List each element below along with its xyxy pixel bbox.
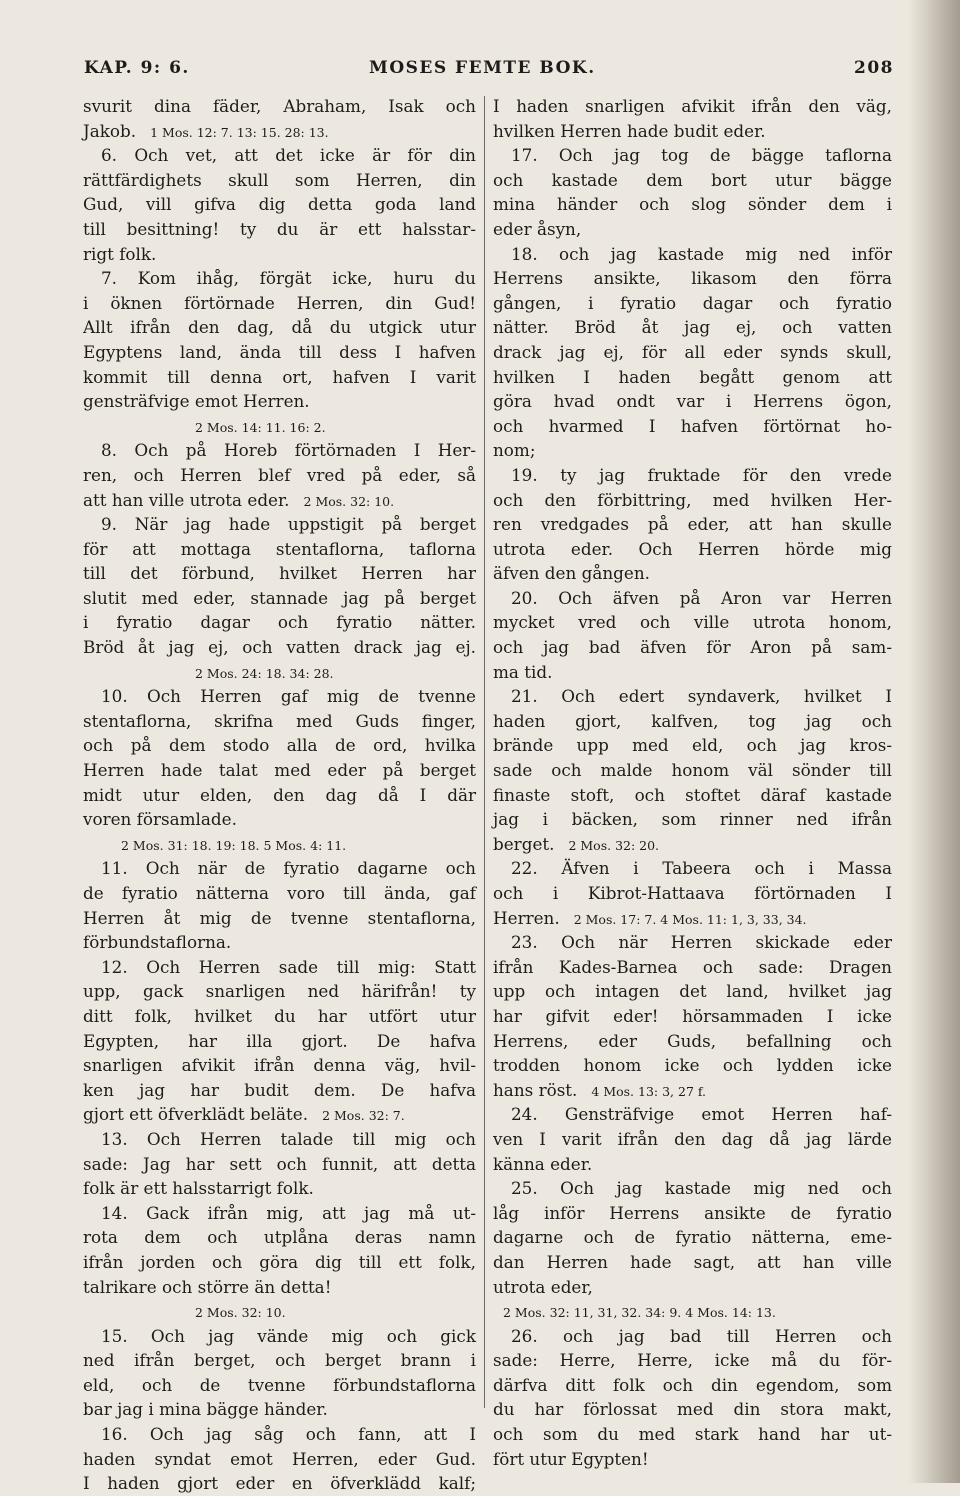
text-line: [83, 512, 476, 537]
line-text: jag i bäcken, som rinner ned ifrån: [493, 809, 892, 830]
text-line: [493, 881, 892, 906]
text-line: [83, 1102, 476, 1127]
text-line: [493, 610, 892, 635]
line-text: rota dem och utplåna deras namn: [83, 1227, 476, 1248]
text-line: [83, 561, 476, 586]
line-text: sade: Herre, Herre, icke må du för-: [493, 1350, 892, 1371]
text-line: [83, 1324, 476, 1349]
text-line: [83, 266, 476, 291]
line-text: fört utur Egypten!: [493, 1448, 649, 1469]
text-line: [493, 192, 892, 217]
text-line: [83, 979, 476, 1004]
text-line: [493, 168, 892, 193]
text-line: [83, 1127, 476, 1152]
line-text: upp, gack snarligen ned härifrån! ty: [83, 981, 476, 1002]
text-line: [83, 930, 476, 955]
text-line: [83, 414, 476, 439]
text-line: [493, 1275, 892, 1300]
text-line: [493, 1004, 892, 1029]
text-line: [83, 635, 476, 660]
text-line: [83, 1447, 476, 1472]
line-text: drack jag ej, för all eder synds skull,: [493, 341, 892, 362]
line-text: Egypten, har illa gjort. De hafva: [83, 1030, 476, 1051]
chapter-reference: KAP. 9: 6.: [84, 58, 190, 78]
line-text: låg inför Herrens ansikte de fyratio: [493, 1202, 892, 1223]
line-text: 15. Och jag vände mig och gick: [101, 1325, 476, 1346]
text-line: [493, 906, 892, 931]
line-text: 25. Och jag kastade mig ned och: [511, 1178, 892, 1199]
line-text: Herrens ansikte, likasom den förra: [493, 268, 892, 289]
line-text: förbundstaflorna.: [83, 932, 232, 953]
text-line: [493, 1299, 892, 1324]
text-line: [83, 586, 476, 611]
cross-reference: 2 Mos. 14: 11. 16: 2.: [195, 419, 326, 435]
line-text: 10. Och Herren gaf mig de tvenne: [101, 686, 476, 707]
line-text: haden syndat emot Herren, eder Gud.: [83, 1448, 476, 1469]
cross-reference: 4 Mos. 13: 3, 27 f.: [591, 1083, 707, 1099]
text-line: [83, 192, 476, 217]
cross-reference: 2 Mos. 32: 11, 31, 32. 34: 9. 4 Mos. 14: 13.: [503, 1305, 776, 1321]
line-text: hans röst.: [493, 1079, 578, 1100]
text-line: [83, 955, 476, 980]
text-line: [83, 365, 476, 390]
line-text: dan Herren hade sagt, att han ville: [493, 1251, 892, 1272]
line-text: sade och malde honom väl sönder till: [493, 760, 892, 781]
text-line: [83, 1225, 476, 1250]
line-text: nätter. Bröd åt jag ej, och vatten: [493, 317, 892, 338]
text-line: [83, 291, 476, 316]
text-line: [493, 1102, 892, 1127]
line-text: I haden gjort eder en öfverklädd kalf;: [83, 1473, 476, 1494]
text-line: [493, 586, 892, 611]
line-text: gången, i fyratio dagar och fyratio: [493, 292, 892, 313]
line-text: ken jag har budit dem. De hafva: [83, 1079, 476, 1100]
text-line: [493, 512, 892, 537]
page-number: 208: [854, 58, 894, 78]
text-line: [83, 1397, 476, 1422]
text-line: [83, 1422, 476, 1447]
text-line: [83, 1152, 476, 1177]
text-line: [83, 684, 476, 709]
text-line: [83, 783, 476, 808]
line-text: göra hvad ondt var i Herrens ögon,: [493, 391, 892, 412]
column-divider: [484, 96, 485, 1408]
text-line: [493, 660, 892, 685]
page-edge-shadow: [908, 0, 960, 1483]
text-line: [83, 315, 476, 340]
line-text: 24. Gensträfvige emot Herren haf-: [511, 1104, 892, 1125]
text-line: [493, 1201, 892, 1226]
text-line: [493, 783, 892, 808]
line-text: utrota eder,: [493, 1276, 593, 1297]
text-line: [83, 1004, 476, 1029]
text-line: [83, 1471, 476, 1496]
line-text: ren vredgades på eder, att han skulle: [493, 514, 892, 535]
line-text: till det förbund, hvilket Herren har: [83, 563, 476, 584]
text-line: [493, 1176, 892, 1201]
text-line: [493, 266, 892, 291]
line-text: 11. Och när de fyratio dagarne och: [101, 858, 476, 879]
right-text-column: [493, 94, 892, 1469]
text-line: [493, 1078, 892, 1103]
text-line: [493, 94, 892, 119]
line-text: slutit med eder, stannade jag på berget: [83, 587, 476, 608]
line-text: rättfärdighets skull som Herren, din: [83, 169, 476, 190]
text-line: [83, 438, 476, 463]
line-text: och som du med stark hand har ut-: [493, 1424, 892, 1445]
line-text: ifrån Kades-Barnea och sade: Dragen: [493, 956, 892, 977]
line-text: brände upp med eld, och jag kros-: [493, 735, 892, 756]
line-text: 14. Gack ifrån mig, att jag må ut-: [101, 1202, 476, 1223]
line-text: till besittning! ty du är ett halsstar-: [83, 218, 476, 239]
text-line: [493, 340, 892, 365]
line-text: snarligen afvikit ifrån denna väg, hvil-: [83, 1055, 476, 1076]
line-text: de fyratio nätterna voro till ända, gaf: [83, 883, 476, 903]
line-text: svurit dina fäder, Abraham, Isak och: [83, 96, 476, 116]
text-line: [83, 610, 476, 635]
text-line: [493, 143, 892, 168]
line-text: 16. Och jag såg och fann, att I: [101, 1424, 476, 1445]
text-line: [493, 217, 892, 242]
line-text: Bröd åt jag ej, och vatten drack jag ej.: [83, 637, 476, 658]
text-line: [493, 1324, 892, 1349]
text-line: [493, 758, 892, 783]
text-line: [493, 856, 892, 881]
text-line: [493, 1053, 892, 1078]
cross-reference: 2 Mos. 32: 10.: [303, 493, 395, 509]
line-text: mina händer och slog sönder dem i: [493, 194, 892, 215]
line-text: 6. Och vet, att det icke är för din: [101, 145, 476, 166]
line-text: känna eder.: [493, 1153, 593, 1174]
text-line: [83, 1053, 476, 1078]
line-text: talrikare och större än detta!: [83, 1276, 332, 1297]
text-line: [493, 1422, 892, 1447]
text-line: [493, 463, 892, 488]
line-text: finaste stoft, och stoftet däraf kastade: [493, 784, 892, 805]
text-line: [83, 1348, 476, 1373]
line-text: Herren.: [493, 907, 560, 928]
line-text: 17. Och jag tog de bägge taflorna: [511, 145, 892, 166]
line-text: trodden honom icke och lydden icke: [493, 1055, 892, 1076]
line-text: Egyptens land, ända till dess I hafven: [83, 341, 476, 362]
cross-reference: 2 Mos. 32: 7.: [322, 1108, 405, 1124]
line-text: och hvarmed I hafven förtörnat ho-: [493, 415, 892, 436]
line-text: Herren hade talat med eder på berget: [83, 760, 476, 781]
line-text: sade: Jag har sett och funnit, att detta: [83, 1153, 476, 1174]
line-text: 21. Och edert syndaverk, hvilket I: [511, 686, 892, 707]
text-line: [493, 684, 892, 709]
line-text: ditt folk, hvilket du har utfört utur: [83, 1005, 476, 1026]
line-text: rigt folk.: [83, 243, 157, 264]
line-text: och i Kibrot-Hattaava förtörnaden I: [493, 883, 892, 903]
text-line: [493, 365, 892, 390]
text-line: [493, 1397, 892, 1422]
book-title: MOSES FEMTE BOK.: [369, 58, 596, 78]
left-text-column: [83, 94, 476, 1494]
line-text: 18. och jag kastade mig ned inför: [511, 243, 892, 264]
text-line: [493, 414, 892, 439]
text-line: [83, 1078, 476, 1103]
line-text: och kastade dem bort utur bägge: [493, 169, 892, 190]
text-line: [83, 807, 476, 832]
text-line: [493, 1348, 892, 1373]
text-line: [493, 1152, 892, 1177]
text-line: [493, 242, 892, 267]
text-line: [493, 1447, 892, 1472]
text-line: [83, 733, 476, 758]
text-line: [493, 1029, 892, 1054]
text-line: [493, 438, 892, 463]
line-text: 26. och jag bad till Herren och: [511, 1325, 892, 1346]
text-line: [493, 537, 892, 562]
text-line: [493, 291, 892, 316]
cross-reference: 2 Mos. 17: 7. 4 Mos. 11: 1, 3, 33, 34.: [573, 911, 807, 927]
line-text: ma tid.: [493, 661, 553, 682]
text-line: [493, 979, 892, 1004]
text-line: [83, 1029, 476, 1054]
text-line: [83, 389, 476, 414]
line-text: midt utur elden, den dag då I där: [83, 784, 476, 805]
line-text: ifrån jorden och göra dig till ett folk,: [83, 1251, 476, 1272]
line-text: Jakob.: [83, 120, 137, 141]
line-text: att han ville utrota eder.: [83, 489, 290, 510]
line-text: ven I varit ifrån den dag då jag lärde: [493, 1128, 892, 1149]
text-line: [83, 168, 476, 193]
line-text: dagarne och de fyratio nätterna, eme-: [493, 1227, 892, 1248]
text-line: [83, 758, 476, 783]
line-text: folk är ett halsstarrigt folk.: [83, 1178, 314, 1199]
text-line: [493, 807, 892, 832]
line-text: 22. Äfven i Tabeera och i Massa: [511, 858, 892, 879]
text-line: [493, 733, 892, 758]
line-text: 23. Och när Herren skickade eder: [511, 932, 892, 953]
text-line: [83, 1275, 476, 1300]
line-text: du har förlossat med din stora makt,: [493, 1399, 892, 1420]
text-line: [83, 709, 476, 734]
text-line: [83, 119, 476, 144]
line-text: ren, och Herren blef vred på eder, så: [83, 464, 476, 485]
line-text: Gud, vill gifva dig detta goda land: [83, 194, 476, 215]
text-line: [493, 1127, 892, 1152]
running-header: [84, 58, 894, 88]
line-text: Herren åt mig de tvenne stentaflorna,: [83, 907, 476, 928]
text-line: [83, 832, 476, 857]
text-line: [83, 1373, 476, 1398]
text-line: [493, 1225, 892, 1250]
text-line: [83, 537, 476, 562]
line-text: gensträfvige emot Herren.: [83, 391, 310, 412]
text-line: [83, 1176, 476, 1201]
text-line: [83, 217, 476, 242]
line-text: och den förbittring, med hvilken Her-: [493, 489, 892, 510]
line-text: och jag bad äfven för Aron på sam-: [493, 637, 892, 658]
line-text: bar jag i mina bägge händer.: [83, 1399, 328, 1420]
line-text: 20. Och äfven på Aron var Herren: [511, 587, 892, 608]
text-line: [83, 340, 476, 365]
text-line: [493, 488, 892, 513]
text-line: [493, 635, 892, 660]
text-line: [83, 463, 476, 488]
text-line: [83, 1201, 476, 1226]
line-text: därfva ditt folk och din egendom, som: [493, 1374, 892, 1395]
line-text: ned ifrån berget, och berget brann i: [83, 1350, 476, 1371]
text-line: [493, 389, 892, 414]
text-line: [493, 930, 892, 955]
cross-reference: 2 Mos. 31: 18. 19: 18. 5 Mos. 4: 11.: [121, 837, 347, 853]
line-text: upp och intagen det land, hvilket jag: [493, 981, 892, 1002]
text-line: [83, 906, 476, 931]
line-text: voren församlade.: [83, 809, 237, 830]
line-text: 12. Och Herren sade till mig: Statt: [101, 956, 476, 977]
line-text: I haden snarligen afvikit ifrån den väg,: [493, 96, 892, 116]
line-text: Herrens, eder Guds, befallning och: [493, 1030, 892, 1051]
text-line: [493, 709, 892, 734]
cross-reference: 2 Mos. 32: 20.: [568, 837, 660, 853]
text-line: [83, 143, 476, 168]
cross-reference: 2 Mos. 32: 10.: [195, 1305, 286, 1321]
line-text: utrota eder. Och Herren hörde mig: [493, 538, 892, 559]
line-text: eder åsyn,: [493, 218, 582, 239]
line-text: 13. Och Herren talade till mig och: [101, 1128, 476, 1149]
line-text: hvilken Herren hade budit eder.: [493, 120, 766, 141]
text-line: [493, 315, 892, 340]
line-text: 8. Och på Horeb förtörnaden I Her-: [101, 440, 476, 461]
text-line: [493, 1373, 892, 1398]
line-text: stentaflorna, skrifna med Guds finger,: [83, 710, 476, 731]
line-text: äfven den gången.: [493, 563, 650, 584]
line-text: haden gjort, kalfven, tog jag och: [493, 710, 892, 731]
text-line: [83, 1299, 476, 1324]
line-text: nom;: [493, 440, 536, 461]
line-text: mycket vred och ville utrota honom,: [493, 612, 892, 633]
text-line: [493, 955, 892, 980]
text-line: [83, 242, 476, 267]
line-text: eld, och de tvenne förbundstaflorna: [83, 1374, 476, 1395]
text-line: [493, 561, 892, 586]
line-text: 9. När jag hade uppstigit på berget: [101, 514, 476, 535]
cross-reference: 2 Mos. 24: 18. 34: 28.: [195, 665, 334, 681]
text-line: [493, 1250, 892, 1275]
line-text: kommit till denna ort, hafven I varit: [83, 366, 476, 387]
line-text: i öknen förtörnade Herren, din Gud!: [83, 292, 476, 313]
line-text: och på dem stodo alla de ord, hvilka: [83, 735, 476, 756]
text-line: [83, 94, 476, 119]
line-text: 7. Kom ihåg, förgät icke, huru du: [101, 268, 476, 289]
line-text: i fyratio dagar och fyratio nätter.: [83, 612, 476, 633]
line-text: för att mottaga stentaflorna, taflorna: [83, 538, 476, 559]
line-text: hvilken I haden begått genom att: [493, 366, 892, 387]
text-line: [83, 660, 476, 685]
text-line: [493, 832, 892, 857]
text-line: [83, 1250, 476, 1275]
line-text: gjort ett öfverklädt beläte.: [83, 1104, 309, 1125]
line-text: Allt ifrån den dag, då du utgick utur: [83, 317, 476, 338]
text-line: [493, 119, 892, 144]
text-line: [83, 881, 476, 906]
text-line: [83, 856, 476, 881]
line-text: 19. ty jag fruktade för den vrede: [511, 464, 892, 485]
line-text: berget.: [493, 833, 555, 854]
text-line: [83, 488, 476, 513]
cross-reference: 1 Mos. 12: 7. 13: 15. 28: 13.: [150, 124, 329, 140]
line-text: har gifvit eder! hörsammaden I icke: [493, 1005, 892, 1026]
